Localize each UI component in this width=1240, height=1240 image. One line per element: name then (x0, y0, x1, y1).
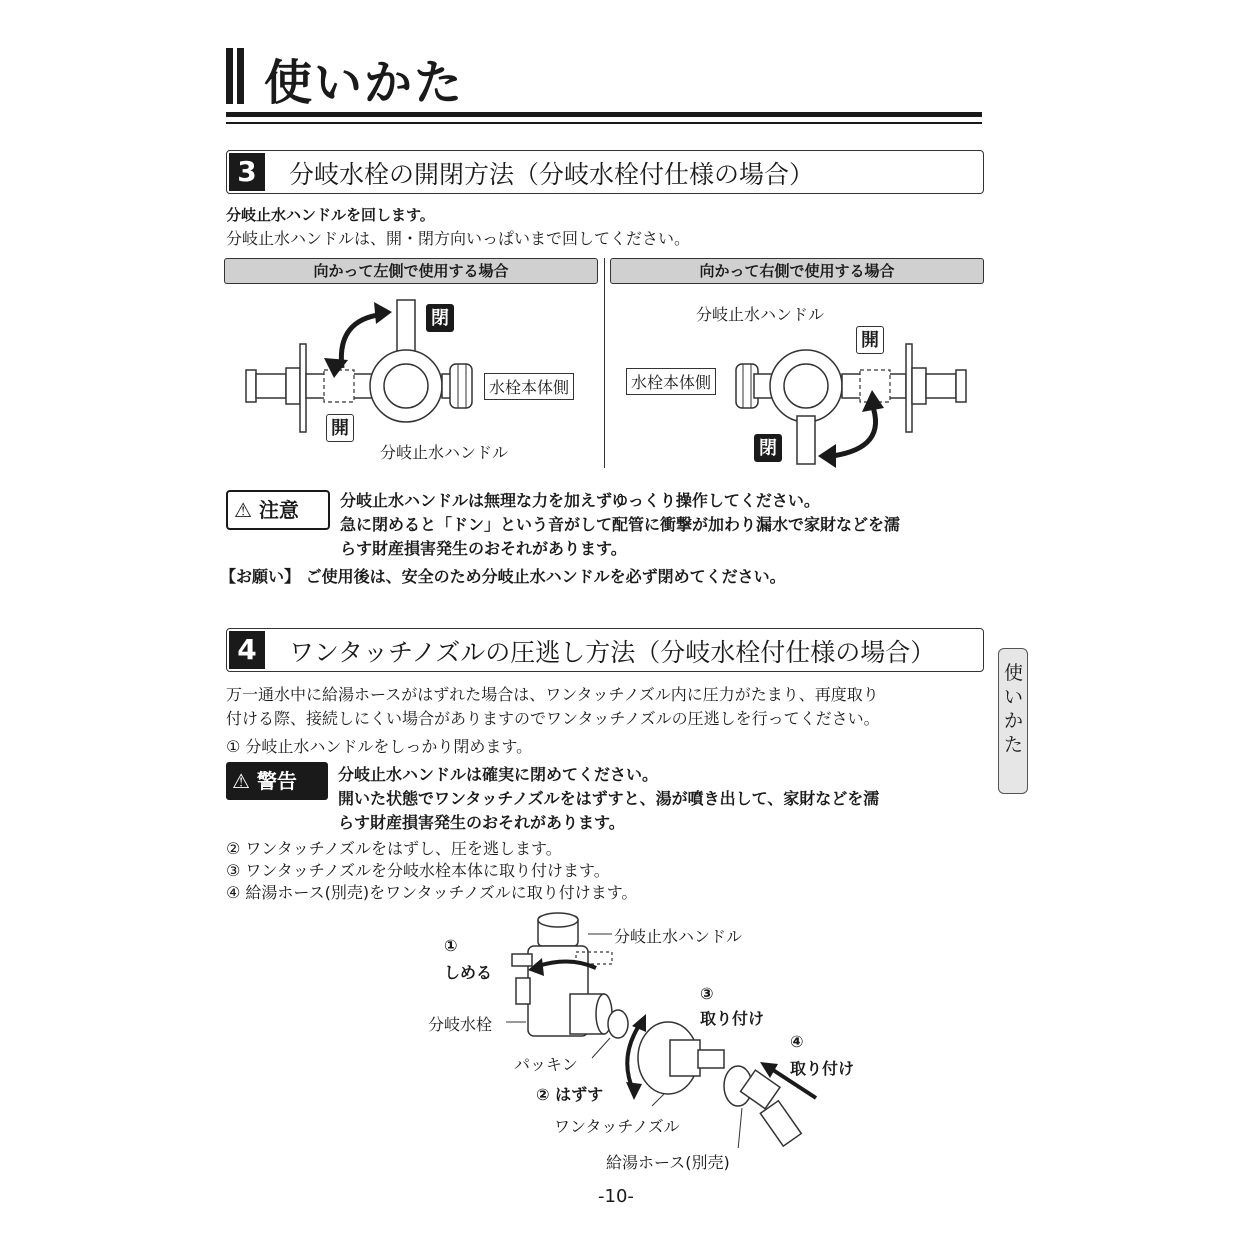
caution-line: らす財産損害発生のおそれがあります。 (340, 539, 627, 558)
faucet-body-label: 水栓本体側 (484, 373, 574, 400)
section-number: 4 (229, 631, 265, 669)
diagram-step-3-text: 取り付け (700, 1009, 765, 1028)
diagram-step-4-text: 取り付け (790, 1059, 855, 1078)
warning-label: 警告 (256, 769, 297, 793)
intro-line: 万一通水中に給湯ホースがはずれた場合は、ワンタッチノズル内に圧力がたまり、再度取り (226, 685, 879, 704)
faucet-body-label: 水栓本体側 (626, 368, 716, 395)
diagram-step-3-number: ③ (700, 984, 714, 1003)
caution-line: 急に閉めると「ドン」という音がして配管に衝撃が加わり漏水で家財などを濡 (340, 515, 901, 534)
close-label: 閉 (426, 304, 454, 332)
caution-badge (226, 490, 330, 530)
case-divider (604, 258, 605, 468)
warning-triangle-icon: ⚠ (234, 498, 252, 522)
step-4: ④ 給湯ホース(別売)をワンタッチノズルに取り付けます。 (226, 883, 638, 902)
section-3-lead-bold: 分岐止水ハンドルを回します。 (226, 206, 435, 224)
section-3-lead: 分岐止水ハンドルは、開・閉方向いっぱいまで回してください。 (226, 229, 691, 248)
title-bar-decoration (237, 48, 244, 104)
step-3: ③ ワンタッチノズルを分岐水栓本体に取り付けます。 (226, 861, 610, 880)
diagram-step-4-number: ④ (790, 1032, 804, 1051)
diagram-handle-label: 分岐止水ハンドル (614, 927, 743, 946)
handle-label: 分岐止水ハンドル (380, 443, 509, 462)
side-tab (998, 648, 1028, 794)
diagram-step-1-number: ① (444, 936, 458, 955)
right-case-header: 向かって右側で使用する場合 (610, 258, 984, 284)
open-label: 開 (856, 326, 884, 354)
header-rule-thin (226, 122, 982, 124)
left-case-header: 向かって左側で使用する場合 (224, 258, 598, 284)
diagram-faucet-label: 分岐水栓 (428, 1015, 493, 1034)
open-label: 開 (326, 414, 354, 442)
diagram-nozzle-label: ワンタッチノズル (554, 1117, 680, 1136)
section-3-header (226, 150, 984, 194)
diagram-hose-label: 給湯ホース(別売) (606, 1153, 730, 1172)
title-bar-decoration (226, 48, 233, 104)
section-4-header (226, 628, 984, 672)
handle-label: 分岐止水ハンドル (696, 305, 825, 324)
section-number: 3 (229, 153, 265, 191)
warning-triangle-icon: ⚠ (232, 769, 250, 793)
page-title: 使いかた (264, 55, 465, 111)
warning-line: らす財産損害発生のおそれがあります。 (338, 813, 625, 832)
intro-line: 付ける際、接続しにくい場合がありますのでワンタッチノズルの圧逃しを行ってください。 (226, 709, 880, 728)
caution-label: 注意 (258, 498, 299, 522)
header-rule (226, 112, 982, 117)
warning-badge (226, 762, 328, 800)
section-title: ワンタッチノズルの圧逃し方法（分岐水栓付仕様の場合） (289, 638, 936, 667)
page-number: -10- (598, 1186, 634, 1207)
step-1: ① 分岐止水ハンドルをしっかり閉めます。 (226, 737, 533, 756)
side-tab-label: 使いかた (1004, 662, 1024, 756)
caution-line: 分岐止水ハンドルは無理な力を加えずゆっくり操作してください。 (340, 491, 820, 510)
close-label: 閉 (754, 434, 782, 462)
diagram-step-2-label: ② はずす (536, 1085, 604, 1104)
diagram-step-1-text: しめる (444, 963, 493, 982)
warning-line: 分岐止水ハンドルは確実に閉めてください。 (338, 765, 659, 784)
request-note: 【お願い】 ご使用後は、安全のため分岐止水ハンドルを必ず閉めてください。 (220, 567, 786, 586)
section-title: 分岐水栓の開閉方法（分岐水栓付仕様の場合） (289, 160, 815, 189)
warning-line: 開いた状態でワンタッチノズルをはずすと、湯が噴き出して、家財などを濡 (338, 789, 880, 808)
step-2: ② ワンタッチノズルをはずし、圧を逃します。 (226, 839, 562, 858)
diagram-packing-label: パッキン (514, 1055, 578, 1074)
